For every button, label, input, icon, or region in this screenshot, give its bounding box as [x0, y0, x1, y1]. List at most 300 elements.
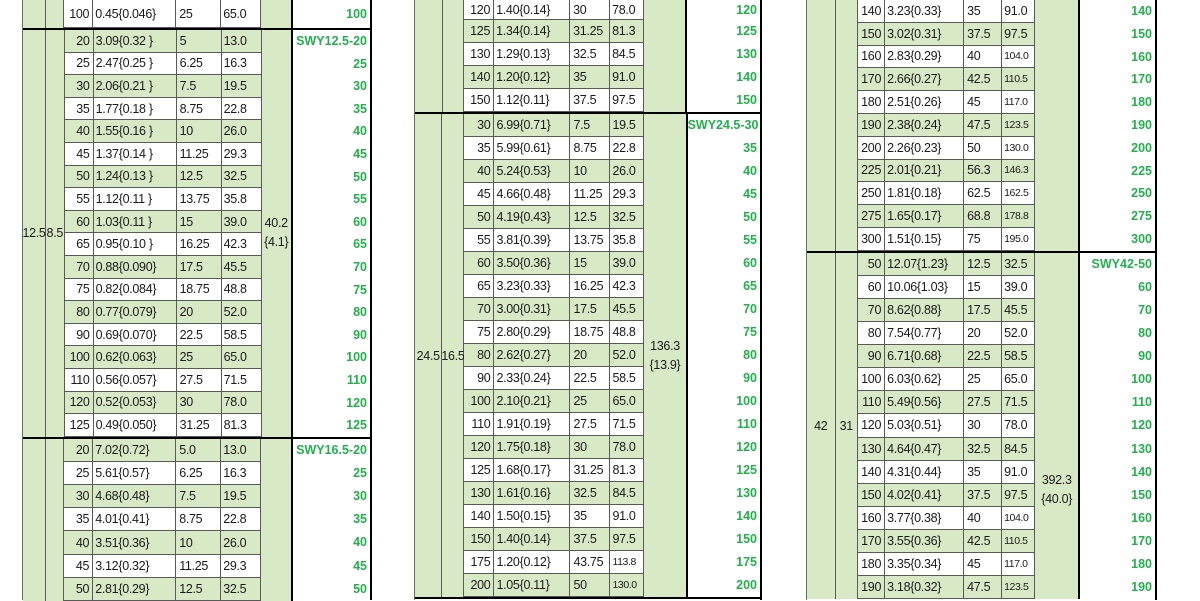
deflection-cell: 62.5 [964, 182, 1002, 204]
length-cell: 45.5 [1002, 299, 1035, 321]
spec-table-middle [414, 0, 762, 600]
rate-cell: 1.75{0.18} [494, 436, 570, 458]
table-row [858, 137, 1035, 160]
table-row [858, 438, 1035, 461]
length-cell: 48.8 [610, 321, 644, 343]
extra-value-line: 136.3 [650, 338, 680, 353]
table-row [464, 229, 644, 252]
length-cell: 104.0 [1002, 46, 1035, 68]
load-cell: 25 [64, 462, 93, 484]
table-row [65, 324, 262, 347]
load-cell: 80 [65, 301, 94, 323]
model-load-number: 200 [1131, 140, 1152, 155]
rate-cell: 12.07{1.23} [885, 253, 964, 275]
deflection-cell: 16.25 [177, 233, 222, 255]
deflection-cell: 20 [570, 344, 610, 366]
load-cell: 170 [858, 68, 885, 90]
length-cell: 104.0 [1002, 507, 1035, 529]
rate-cell: 5.03{0.51} [885, 414, 964, 436]
deflection-cell: 8.75 [177, 98, 222, 120]
rate-cell: 0.69{0.070} [94, 324, 177, 346]
table-row [65, 279, 262, 302]
extra-value-cell [261, 0, 290, 28]
table-row [858, 414, 1035, 437]
rate-cell: 5.24{0.53} [494, 160, 570, 182]
model-load-number: 90 [743, 371, 758, 385]
length-cell: 65.0 [222, 346, 262, 368]
length-cell: 146.3 [1002, 160, 1035, 182]
load-cell: 70 [858, 299, 885, 321]
length-cell: 39.0 [222, 211, 262, 233]
deflection-cell: 32.5 [570, 43, 610, 65]
rate-cell: 7.02{0.72} [93, 439, 176, 461]
load-cell: 60 [65, 211, 94, 233]
model-load-number: 150 [736, 532, 758, 546]
rows-column [64, 0, 261, 28]
model-load-number: 25 [353, 56, 368, 71]
model-load-number: 140 [736, 509, 758, 523]
length-cell: 26.0 [610, 160, 644, 182]
load-cell: 110 [464, 413, 494, 435]
rate-cell: 2.83{0.29} [885, 46, 964, 68]
load-cell: 120 [464, 0, 494, 19]
load-cell: 100 [65, 346, 94, 368]
rate-cell: 3.18{0.32} [885, 576, 964, 598]
rate-cell: 1.34{0.14} [494, 20, 570, 42]
deflection-cell: 68.8 [964, 205, 1002, 227]
table-row [858, 461, 1035, 484]
deflection-cell: 11.25 [176, 555, 221, 577]
load-cell: 60 [858, 276, 885, 298]
deflection-cell: 40 [964, 46, 1002, 68]
table-row [65, 369, 262, 392]
length-cell: 97.5 [1002, 23, 1035, 45]
length-cell: 117.0 [1002, 553, 1035, 575]
extra-value-cell [1035, 253, 1078, 599]
table-row [858, 205, 1035, 228]
table-row [65, 414, 262, 437]
extra-value-cell [261, 439, 290, 601]
model-number-column [1078, 0, 1155, 251]
model-load-number: 110 [1131, 395, 1152, 410]
table-row [65, 75, 262, 98]
deflection-cell: 31.25 [177, 414, 222, 436]
model-load-number: 65 [353, 237, 368, 252]
model-load-number: 190 [1131, 117, 1152, 132]
load-cell: 50 [64, 578, 93, 600]
rate-cell: 4.64{0.47} [885, 438, 964, 460]
deflection-cell: 50 [964, 137, 1002, 159]
table-row [464, 482, 644, 505]
length-cell: 71.5 [222, 369, 262, 391]
rate-cell: 3.51{0.36} [93, 531, 176, 553]
length-cell: 91.0 [610, 505, 644, 527]
model-load-number: 45 [743, 187, 758, 201]
deflection-cell: 7.5 [177, 75, 222, 97]
group-label-1 [415, 0, 443, 112]
model-load-number: 180 [1131, 95, 1152, 110]
length-cell: 45.5 [222, 256, 262, 278]
load-cell: 75 [464, 321, 494, 343]
load-cell: 35 [64, 508, 93, 530]
load-cell: 130 [464, 482, 494, 504]
rate-cell: 2.10{0.21} [494, 390, 570, 412]
model-number-column [685, 0, 760, 112]
extra-value-line: {4.1} [264, 235, 289, 250]
model-load-number: 100 [346, 7, 367, 21]
table-row [64, 462, 261, 485]
rate-cell: 4.01{0.41} [93, 508, 176, 530]
model-number-column [686, 114, 760, 597]
deflection-cell: 20 [177, 301, 222, 323]
deflection-cell: 45 [964, 91, 1002, 113]
load-cell: 35 [65, 98, 94, 120]
rate-cell: 6.71{0.68} [885, 345, 964, 367]
deflection-cell: 18.75 [177, 279, 222, 301]
length-cell: 13.0 [222, 30, 262, 52]
load-cell: 140 [858, 0, 885, 22]
length-cell: 29.3 [222, 143, 262, 165]
table-row [464, 390, 644, 413]
rate-cell: 1.91{0.19} [494, 413, 570, 435]
group-label-2 [46, 439, 65, 601]
model-load-number: 70 [1138, 302, 1152, 317]
table-row [858, 299, 1035, 322]
group-label-1 [23, 439, 46, 601]
rate-cell: 3.00{0.31} [494, 298, 570, 320]
load-cell: 40 [64, 531, 93, 553]
length-cell: 97.5 [610, 528, 644, 550]
deflection-cell: 7.5 [570, 114, 610, 136]
deflection-cell: 25 [176, 0, 221, 27]
load-cell: 170 [858, 530, 885, 552]
deflection-cell: 12.5 [570, 206, 610, 228]
load-cell: 160 [858, 507, 885, 529]
deflection-cell: 22.5 [177, 324, 222, 346]
load-cell: 70 [65, 256, 94, 278]
rate-cell: 2.26{0.23} [885, 137, 964, 159]
table-row [858, 0, 1035, 23]
length-cell: 84.5 [610, 43, 644, 65]
model-load-number: 120 [736, 440, 758, 454]
load-cell: 90 [65, 324, 94, 346]
deflection-cell: 5.0 [176, 439, 221, 461]
rate-cell: 0.82{0.084} [94, 279, 177, 301]
rate-cell: 1.12{0.11 } [94, 188, 177, 210]
load-cell: 250 [858, 182, 885, 204]
rows-column [65, 30, 262, 437]
table-row [464, 321, 644, 344]
model-load-number: 140 [736, 70, 757, 84]
model-group [415, 0, 760, 112]
deflection-cell: 15 [570, 252, 610, 274]
model-load-number: 45 [353, 146, 368, 161]
deflection-cell: 10 [570, 160, 610, 182]
load-cell: 100 [64, 0, 93, 27]
load-cell: 160 [858, 46, 885, 68]
rows-column [858, 253, 1035, 599]
load-cell: 300 [858, 228, 885, 250]
length-cell: 19.5 [221, 485, 261, 507]
length-cell: 58.5 [1002, 345, 1035, 367]
model-load-number: 160 [1131, 49, 1152, 64]
length-cell: 22.8 [221, 508, 261, 530]
rate-cell: 4.31{0.44} [885, 461, 964, 483]
rate-cell: 1.50{0.15} [494, 505, 570, 527]
length-cell: 19.5 [610, 114, 644, 136]
load-cell: 275 [858, 205, 885, 227]
table-row [464, 43, 644, 66]
table-row [64, 508, 261, 531]
table-row [858, 507, 1035, 530]
rate-cell: 0.95{0.10 } [94, 233, 177, 255]
model-name: SWY42-50 [1091, 256, 1152, 271]
table-row [464, 459, 644, 482]
length-cell: 42.3 [610, 275, 644, 297]
deflection-cell: 37.5 [570, 89, 610, 111]
deflection-cell: 56.3 [964, 160, 1002, 182]
load-cell: 45 [65, 143, 94, 165]
load-cell: 225 [858, 160, 885, 182]
table-row [65, 346, 262, 369]
deflection-cell: 42.5 [964, 530, 1002, 552]
table-row [65, 166, 262, 189]
deflection-cell: 30 [177, 392, 222, 414]
rate-cell: 10.06{1.03} [885, 276, 964, 298]
rate-cell: 1.12{0.11} [494, 89, 570, 111]
model-load-number: 275 [1131, 209, 1152, 224]
deflection-cell: 17.5 [177, 256, 222, 278]
deflection-cell: 27.5 [177, 369, 222, 391]
model-load-number: 130 [1131, 441, 1152, 456]
length-cell: 178.8 [1002, 205, 1035, 227]
model-load-number: 130 [736, 47, 757, 61]
model-load-number: 180 [1131, 556, 1152, 571]
rate-cell: 4.02{0.41} [885, 484, 964, 506]
length-cell: 65.0 [610, 390, 644, 412]
load-cell: 55 [464, 229, 494, 251]
table-row [464, 160, 644, 183]
length-cell: 65.0 [221, 0, 261, 27]
rows-column [464, 114, 644, 597]
rows-column [64, 439, 261, 601]
deflection-cell: 35 [964, 0, 1002, 22]
deflection-cell: 7.5 [176, 485, 221, 507]
rate-cell: 3.55{0.36} [885, 530, 964, 552]
model-load-number: 150 [736, 93, 757, 107]
deflection-cell: 10 [176, 531, 221, 553]
rate-cell: 1.51{0.15} [885, 228, 964, 250]
deflection-cell: 37.5 [964, 484, 1002, 506]
length-cell: 123.5 [1002, 576, 1035, 598]
extra-value-line: {40.0} [1041, 491, 1073, 506]
table-row [65, 256, 262, 279]
table-row [858, 345, 1035, 368]
deflection-cell: 11.25 [570, 183, 610, 205]
model-group [23, 437, 370, 601]
table-row [858, 322, 1035, 345]
table-row [464, 137, 644, 160]
load-cell: 200 [464, 574, 494, 596]
model-load-number: 60 [1138, 279, 1152, 294]
rate-cell: 1.68{0.17} [494, 459, 570, 481]
rate-cell: 1.20{0.12} [494, 66, 570, 88]
length-cell: 81.3 [222, 414, 262, 436]
group-label-2: 8.5 [46, 30, 65, 437]
model-load-number: 70 [353, 259, 368, 274]
table-row [464, 344, 644, 367]
rate-cell: 2.06{0.21 } [94, 75, 177, 97]
model-name: SWY16.5-20 [296, 442, 367, 457]
deflection-cell: 15 [177, 211, 222, 233]
table-row [464, 367, 644, 390]
table-row [464, 528, 644, 551]
model-load-number: 60 [353, 214, 368, 229]
load-cell: 125 [464, 20, 494, 42]
load-cell: 125 [464, 459, 494, 481]
load-cell: 80 [858, 322, 885, 344]
model-group [807, 0, 1155, 251]
deflection-cell: 37.5 [964, 23, 1002, 45]
table-row [858, 553, 1035, 576]
load-cell: 75 [65, 279, 94, 301]
table-row [858, 182, 1035, 205]
model-load-number: 60 [743, 256, 758, 270]
model-load-number: 30 [353, 489, 367, 504]
rate-cell: 2.33{0.24} [494, 367, 570, 389]
model-load-number: 45 [353, 558, 367, 573]
load-cell: 130 [464, 43, 494, 65]
load-cell: 50 [858, 253, 885, 275]
model-load-number: 250 [1131, 186, 1152, 201]
rate-cell: 1.55{0.16 } [94, 120, 177, 142]
rate-cell: 1.65{0.17} [885, 205, 964, 227]
length-cell: 78.0 [610, 0, 644, 19]
rate-cell: 1.77{0.18 } [94, 98, 177, 120]
model-load-number: 140 [1131, 464, 1152, 479]
table-row [464, 298, 644, 321]
spec-table-left [22, 0, 372, 600]
rate-cell: 1.05{0.11} [494, 574, 570, 596]
length-cell: 26.0 [222, 120, 262, 142]
rate-cell: 4.19{0.43} [494, 206, 570, 228]
deflection-cell: 25 [570, 390, 610, 412]
deflection-cell: 30 [570, 436, 610, 458]
model-load-number: 65 [743, 279, 758, 293]
model-load-number: 200 [736, 578, 758, 592]
length-cell: 45.5 [610, 298, 644, 320]
rate-cell: 0.56{0.057} [94, 369, 177, 391]
table-row [858, 23, 1035, 46]
rate-cell: 3.23{0.33} [885, 0, 964, 22]
model-load-number: 190 [1131, 580, 1152, 595]
load-cell: 150 [858, 484, 885, 506]
load-cell: 100 [858, 368, 885, 390]
length-cell: 58.5 [610, 367, 644, 389]
model-load-number: 120 [346, 395, 368, 410]
deflection-cell: 45 [964, 553, 1002, 575]
table-row [65, 143, 262, 166]
load-cell: 45 [464, 183, 494, 205]
rate-cell: 0.45{0.046} [93, 0, 176, 27]
table-row [858, 228, 1035, 251]
rate-cell: 1.40{0.14} [494, 528, 570, 550]
extra-value-cell [1035, 0, 1078, 251]
group-label-2 [836, 0, 859, 251]
length-cell: 130.0 [610, 574, 644, 596]
table-row [65, 120, 262, 143]
deflection-cell: 35 [964, 461, 1002, 483]
load-cell: 150 [464, 528, 494, 550]
length-cell: 42.3 [222, 233, 262, 255]
load-cell: 30 [64, 485, 93, 507]
load-cell: 20 [65, 30, 94, 52]
deflection-cell: 40 [964, 507, 1002, 529]
model-load-number: 125 [736, 24, 757, 38]
deflection-cell: 35 [570, 505, 610, 527]
deflection-cell: 12.5 [176, 578, 221, 600]
table-row [464, 505, 644, 528]
model-load-number: 35 [743, 141, 758, 155]
deflection-cell: 32.5 [964, 438, 1002, 460]
load-cell: 190 [858, 114, 885, 136]
length-cell: 13.0 [221, 439, 261, 461]
length-cell: 48.8 [222, 279, 262, 301]
rate-cell: 3.02{0.31} [885, 23, 964, 45]
rate-cell: 5.99{0.61} [494, 137, 570, 159]
model-load-number: 40 [353, 535, 367, 550]
load-cell: 140 [464, 66, 494, 88]
model-load-number: 25 [353, 465, 367, 480]
table-row [464, 275, 644, 298]
rate-cell: 5.49{0.56} [885, 391, 964, 413]
model-number-column [291, 0, 370, 28]
model-load-number: 130 [736, 486, 758, 500]
model-load-number: 75 [353, 282, 368, 297]
model-load-number: 50 [353, 581, 367, 596]
model-load-number: 170 [1131, 533, 1152, 548]
model-load-number: 35 [353, 512, 367, 527]
model-load-number: 80 [743, 348, 758, 362]
length-cell: 22.8 [610, 137, 644, 159]
table-row [464, 183, 644, 206]
rate-cell: 2.81{0.29} [93, 578, 176, 600]
load-cell: 175 [464, 551, 494, 573]
group-label-2: 31 [836, 253, 859, 599]
model-number-column [291, 30, 370, 437]
load-cell: 65 [65, 233, 94, 255]
deflection-cell: 27.5 [964, 391, 1002, 413]
model-name: SWY24.5-30 [687, 118, 759, 132]
length-cell: 162.5 [1002, 182, 1035, 204]
length-cell: 97.5 [610, 89, 644, 111]
load-cell: 150 [858, 23, 885, 45]
length-cell: 84.5 [1002, 438, 1035, 460]
table-row [858, 114, 1035, 137]
deflection-cell: 75 [964, 228, 1002, 250]
table-row [858, 68, 1035, 91]
deflection-cell: 17.5 [964, 299, 1002, 321]
load-cell: 70 [464, 298, 494, 320]
model-load-number: 175 [736, 555, 758, 569]
deflection-cell: 42.5 [964, 68, 1002, 90]
load-cell: 80 [464, 344, 494, 366]
table-row [65, 211, 262, 234]
length-cell: 52.0 [1002, 322, 1035, 344]
rate-cell: 1.20{0.12} [494, 551, 570, 573]
model-load-number: 40 [353, 124, 368, 139]
table-row [858, 276, 1035, 299]
